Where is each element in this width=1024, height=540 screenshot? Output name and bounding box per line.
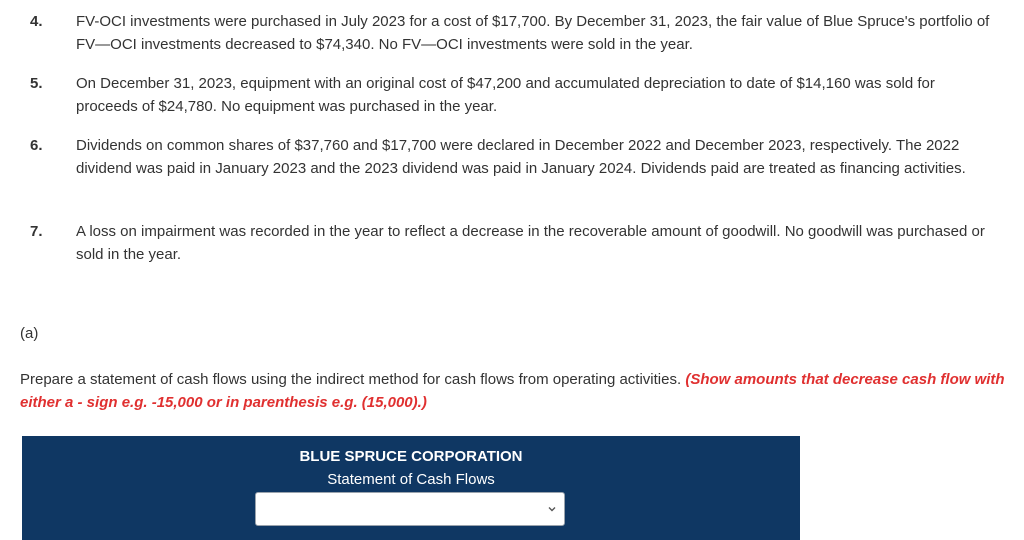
note-number: 4. (30, 13, 43, 30)
note-text: On December 31, 2023, equipment with an original cost of $47,200 and accumulated depreciation to date of $14,160 was sold for proceeds of $24,780. No equipment was purchased in the year. (76, 75, 935, 115)
note-text: A loss on impairment was recorded in the year to reflect a decrease in the recoverable amount of goodwill. No goodwill was purchased or sold in the year. (76, 223, 985, 263)
statement-period-select[interactable] (255, 492, 565, 526)
note-text: Dividends on common shares of $37,760 and $17,700 were declared in December 2022 and December 2023, respectively. The 2022 dividend was paid in January 2023 and the 2023 dividend was paid in January 2024. Dividends paid are treated as financing activities. (76, 137, 966, 177)
company-name: BLUE SPRUCE CORPORATION (299, 448, 523, 465)
instruction-hint: (Show amounts that decrease cash flow with either a - sign e.g. -15,000 or in parenthesis e.g. (15,000).) (20, 371, 1005, 411)
note-number: 7. (30, 223, 43, 240)
statement-header (22, 436, 800, 540)
note-text: FV-OCI investments were purchased in July 2023 for a cost of $17,700. By December 31, 2023, the fair value of Blue Spruce's portfolio of FV—OCI investments decreased to $74,340. No FV—OCI investments were sold in the year. (76, 13, 990, 53)
statement-title: Statement of Cash Flows (327, 471, 495, 488)
note-number: 6. (30, 137, 43, 154)
part-label: (a) (20, 325, 39, 342)
chevron-down-icon (547, 504, 557, 514)
instruction-text: Prepare a statement of cash flows using the indirect method for cash flows from operating activities. (20, 371, 682, 388)
note-number: 5. (30, 75, 43, 92)
question-instruction (20, 368, 1005, 414)
